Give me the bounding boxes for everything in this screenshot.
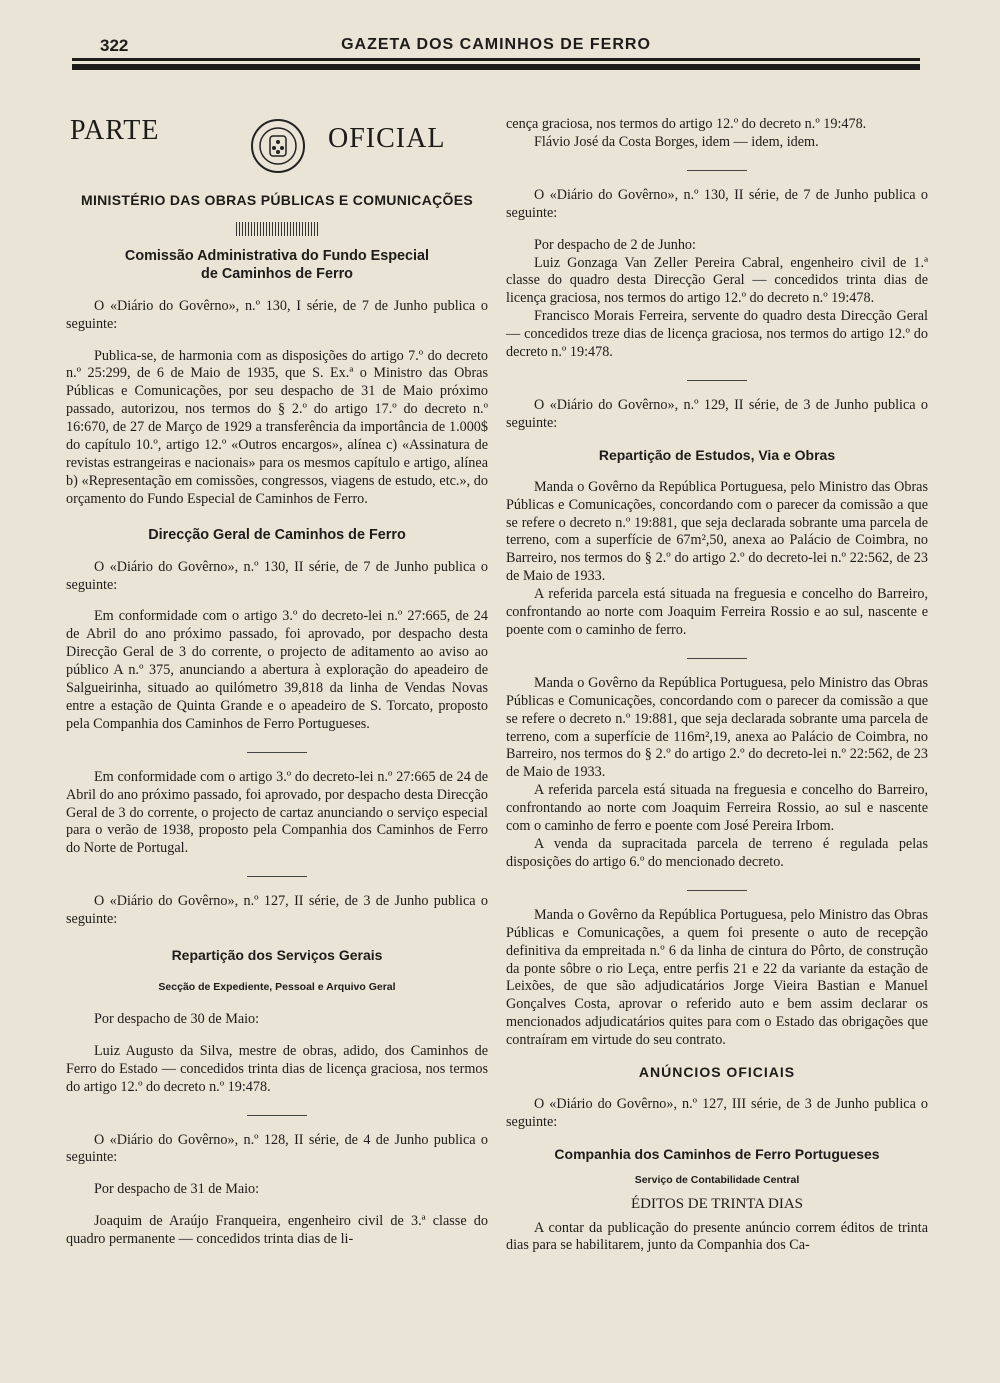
masthead-word-parte: PARTE [70,115,160,146]
divider [687,890,747,891]
masthead-word-oficial: OFICIAL [328,123,446,154]
paragraph: Por despacho de 30 de Maio: [94,1010,260,1027]
paragraph: A venda da supracitada parcela de terreno é regulada pelas disposições do artigo 6.º do mencionado decreto. [506,836,928,870]
header-rule-thin [72,58,920,61]
parte-oficial-masthead [66,104,488,192]
section-heading-line2: de Caminhos de Ferro [201,265,353,282]
divider [247,1115,307,1116]
divider [687,658,747,659]
paragraph: A referida parcela está situada na freguesia e concelho do Barreiro, confrontando ao norte com Joaquim Ferreira Rossio, ao sul e nascente com o caminho de ferro e poente com José Pereira Irbom. [506,782,928,835]
paragraph: cença graciosa, nos termos do artigo 12.º do decreto n.º 19:478. [506,116,867,132]
paragraph: O «Diário do Govêrno», n.º 130, II série, de 7 de Junho publica o seguinte: [66,558,488,593]
service-subheading: Serviço de Contabilidade Central [634,1173,800,1186]
page-header [72,36,920,76]
paragraph: O «Diário do Govêrno», n.º 127, III série, de 3 de Junho publica o seguinte: [506,1095,928,1130]
paragraph: Luiz Augusto da Silva, mestre de obras, adido, dos Caminhos de Ferro do Estado — concedidos trinta dias de licença graciosa, nos termos do artigo 12.º do decreto n.º 19:478. [66,1042,488,1095]
subsection-heading: Repartição dos Serviços Gerais [171,947,383,964]
divider [687,170,747,171]
paragraph: Joaquim de Araújo Franqueira, engenheiro civil de 3.ª classe do quadro permanente — concedidos trinta dias de li- [66,1213,488,1248]
section-heading: Comissão Administrativa do Fundo Especial [124,247,430,264]
paragraph: O «Diário do Govêrno», n.º 129, II série, de 3 de Junho publica o seguinte: [506,396,928,431]
paragraph: Francisco Morais Ferreira, servente do quadro desta Direcção Geral — concedidos treze dias de licença graciosa, nos termos do artigo 12.º do decreto n.º 19:478. [506,308,928,361]
page-number: 322 [100,36,129,55]
company-heading: Companhia dos Caminhos de Ferro Portugueses [554,1145,880,1162]
paragraph: O «Diário do Govêrno», n.º 130, I série, de 7 de Junho publica o seguinte: [66,297,488,332]
paragraph: A referida parcela está situada na freguesia e concelho do Barreiro, confrontando ao norte com Joaquim Ferreira Rossio e ao sul, nascente e poente com o caminho de ferro. [506,586,928,638]
paragraph: Manda o Govêrno da República Portuguesa, pelo Ministro das Obras Públicas e Comunicações, concordando com o parecer da comissão a que se refere o decreto n.º 19:881, que seja declarada sobrante uma parcela de terreno, com a superfície de 67m²,50, anexa ao Palácio de Coimbra, no Barreiro, nos termos do § 2.º do artigo 2.º do decreto-lei n.º 22:562, de 23 de Maio de 1933. [506,478,928,585]
subsection-heading: Repartição de Estudos, Via e Obras [598,446,836,463]
paragraph: Em conformidade com o artigo 3.º do decreto-lei n.º 27:665, de 24 de Abril do ano próximo passado, foi aprovado, por despacho desta Direcção Geral de 3 do corrente, o projecto de aditamento ao aviso ao público A n.º 375, anunciando a abertura à exploração do apeadeiro de Salgueirinha, situado ao quilómetro 39,818 da linha de Vendas Novas entre a estação de Quinta Grande e o apeadeiro de S. Torcato, proposto pela Companhia dos Caminhos de Ferro Portugueses. [66,608,488,732]
paragraph: Manda o Govêrno da República Portuguesa, pelo Ministro das Obras Públicas e Comunicações, a quem foi presente o auto de recepção definitiva da empreitada n.º 6 da linha de cintura do Pôrto, de construção da ponte sôbre o rio Leça, entre perfis 21 e 22 da variante da estação de Leixões, de que são adjudicatários Jorge Vieira Bastian e Manuel Gonçalves Costa, aprovar o referido auto e bem assim declarar os mencionados adjudicatários quites para com o Estado das obrigações que contraíram em virtude do seu contrato. [506,906,928,1049]
paragraph: O «Diário do Govêrno», n.º 128, II série, de 4 de Junho publica o seguinte: [66,1131,488,1166]
divider [247,876,307,877]
paragraph: Flávio José da Costa Borges, idem — idem, idem. [534,133,819,150]
subsection-subheading: Secção de Expediente, Pessoal e Arquivo Geral [158,981,396,993]
coat-of-arms-icon [250,118,306,174]
paragraph: Luiz Gonzaga Van Zeller Pereira Cabral, engenheiro civil de 1.ª classe do quadro desta Direcção Geral — concedidos trinta dias de licença graciosa, nos termos do artigo 12.º do decreto n.º 19:478. [506,254,928,307]
left-column [66,104,488,1249]
right-column [506,116,928,1255]
paragraph: A contar da publicação do presente anúncio correm éditos de trinta dias para se habilitarem, junto da Companhia dos Ca- [506,1219,928,1254]
section-heading: Direcção Geral de Caminhos de Ferro [148,526,406,543]
paragraph: Por despacho de 2 de Junho: [534,236,696,253]
announcements-heading: ANÚNCIOS OFICIAIS [638,1064,796,1081]
divider [247,752,307,753]
ornament-divider [236,222,318,236]
paragraph: O «Diário do Govêrno», n.º 130, II série, de 7 de Junho publica o seguinte: [506,186,928,221]
edict-title: ÉDITOS DE TRINTA DIAS [631,1195,803,1212]
paragraph: O «Diário do Govêrno», n.º 127, II série, de 3 de Junho publica o seguinte: [66,893,488,928]
paragraph: Por despacho de 31 de Maio: [94,1181,260,1198]
paragraph: Em conformidade com o artigo 3.º do decreto-lei n.º 27:665 de 24 de Abril do ano próximo passado, foi aprovado, por despacho desta Direcção Geral de 3 do corrente, o projecto de cartaz anunciando o serviço especial para o verão de 1938, proposto pela Companhia dos Caminhos de Ferro do Norte de Portugal. [66,768,488,857]
publication-title: GAZETA DOS CAMINHOS DE FERRO [341,36,651,53]
header-rule-thick [72,64,920,70]
paragraph: Manda o Govêrno da República Portuguesa, pelo Ministro das Obras Públicas e Comunicações, concordando com o parecer da comissão a que se refere o decreto n.º 19:881, que seja declarada sobrante uma parcela de terreno, com a superfície de 116m²,19, anexa ao Palácio de Coimbra, no Barreiro, nos termos do § 2.º do artigo 2.º do decreto-lei n.º 22:562, de 23 de Maio de 1933. [506,674,928,781]
ministry-heading: MINISTÉRIO DAS OBRAS PÚBLICAS E COMUNICAÇÕES [81,192,473,208]
divider [687,380,747,381]
paragraph: Publica-se, de harmonia com as disposições do artigo 7.º do decreto n.º 25:299, de 6 de Maio de 1935, que S. Ex.ª o Ministro das Obras Públicas e Comunicações, por seu despacho de 31 de Maio próximo passado, autorizou, nos termos do § 2.º do artigo 17.º do decreto n.º 16:670, de 27 de Março de 1929 a transferência da importância de 1.000$ do capítulo 10.º, artigo 12.º «Outros encargos», alínea c) «Assinatura de revistas estrangeiras e nacionais» para os mesmos capítulo e artigo, alínea b) «Representação em comissões, congressos, viagens de estudo, etc.», do orçamento do Fundo Especial de Caminhos de Ferro. [66,347,488,507]
